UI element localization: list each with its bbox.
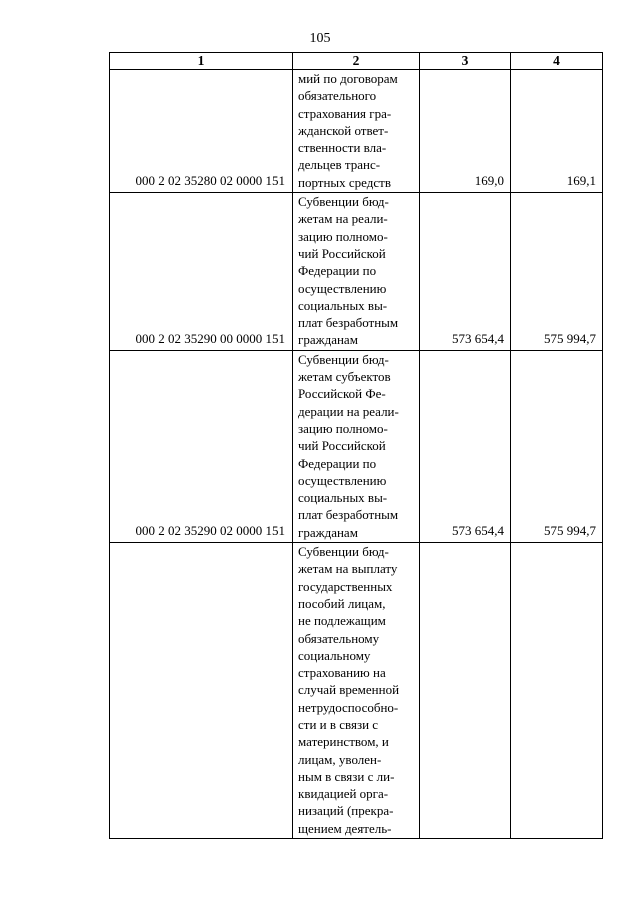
description-line: осуществлению xyxy=(298,280,387,296)
description-line: дерации на реали- xyxy=(298,403,399,419)
description-line: гражданам xyxy=(298,524,358,540)
description-line: щением деятель- xyxy=(298,820,392,836)
column-header-2: 2 xyxy=(293,53,420,70)
budget-code-cell: 000 2 02 35290 02 0000 151 xyxy=(110,350,293,542)
description-line: плат безработным xyxy=(298,315,399,331)
description-line: жетам на реали- xyxy=(298,211,388,227)
description-line: портных средств xyxy=(298,174,391,190)
description-line: обязательному xyxy=(298,630,380,646)
description-line: ственности вла- xyxy=(298,140,387,156)
table-header-row xyxy=(110,53,603,70)
description-line: страхованию на xyxy=(298,665,386,681)
description-line: пособий лицам, xyxy=(298,595,386,611)
description-line: плат безработным xyxy=(298,507,399,523)
table-row xyxy=(110,543,603,839)
amount-column-4: 169,1 xyxy=(511,70,603,193)
description-line: социальных вы- xyxy=(298,297,388,313)
amount-column-4 xyxy=(511,543,603,839)
description-line: материнством, и xyxy=(298,734,389,750)
column-header-3: 3 xyxy=(420,53,511,70)
description-line: квидацией орга- xyxy=(298,786,389,802)
description-cell xyxy=(293,543,420,839)
table-row xyxy=(110,70,603,193)
amount-column-3 xyxy=(420,543,511,839)
description-line: чий Российской xyxy=(298,245,386,261)
description-line: Федерации по xyxy=(298,455,377,471)
description-line: Субвенции бюд- xyxy=(298,194,389,210)
table-row xyxy=(110,350,603,542)
description-line: социальному xyxy=(298,647,371,663)
description-line: жетам на выплату xyxy=(298,561,398,577)
budget-table xyxy=(109,52,603,839)
description-line: обязательного xyxy=(298,88,377,104)
table-row xyxy=(110,193,603,351)
description-line: социальных вы- xyxy=(298,490,388,506)
description-line: не подлежащим xyxy=(298,613,386,629)
amount-column-3: 169,0 xyxy=(420,70,511,193)
description-line: гражданам xyxy=(298,332,358,348)
description-line: страхования гра- xyxy=(298,105,392,121)
description-line: Субвенции бюд- xyxy=(298,351,389,367)
description-line: лицам, уволен- xyxy=(298,751,382,767)
description-line: зацию полномо- xyxy=(298,420,388,436)
description-line: ным в связи с ли- xyxy=(298,768,395,784)
description-line: государственных xyxy=(298,578,393,594)
page-number: 105 xyxy=(309,31,331,46)
amount-column-4: 575 994,7 xyxy=(511,193,603,351)
budget-code-cell: 000 2 02 35290 00 0000 151 xyxy=(110,193,293,351)
budget-code-cell xyxy=(110,543,293,839)
column-header-1: 1 xyxy=(110,53,293,70)
description-line: сти и в связи с xyxy=(298,716,379,732)
description-cell xyxy=(293,193,420,351)
description-line: Российской Фе- xyxy=(298,386,386,402)
budget-code-cell: 000 2 02 35280 02 0000 151 xyxy=(110,70,293,193)
amount-column-3: 573 654,4 xyxy=(420,193,511,351)
description-line: случай временной xyxy=(298,682,400,698)
table-body xyxy=(110,70,603,839)
description-line: чий Российской xyxy=(298,438,386,454)
column-header-4: 4 xyxy=(511,53,603,70)
amount-column-3: 573 654,4 xyxy=(420,350,511,542)
description-line: мий по договорам xyxy=(298,71,398,86)
description-line: жетам субъектов xyxy=(298,369,391,385)
description-line: низаций (прекра- xyxy=(298,803,394,819)
description-line: Субвенции бюд- xyxy=(298,544,389,560)
description-cell xyxy=(293,70,420,193)
description-line: жданской ответ- xyxy=(298,122,389,138)
description-line: Федерации по xyxy=(298,263,377,279)
description-line: зацию полномо- xyxy=(298,228,388,244)
description-line: нетрудоспособно- xyxy=(298,699,399,715)
description-cell xyxy=(293,350,420,542)
description-line: осуществлению xyxy=(298,472,387,488)
amount-column-4: 575 994,7 xyxy=(511,350,603,542)
description-line: дельцев транс- xyxy=(298,157,381,173)
